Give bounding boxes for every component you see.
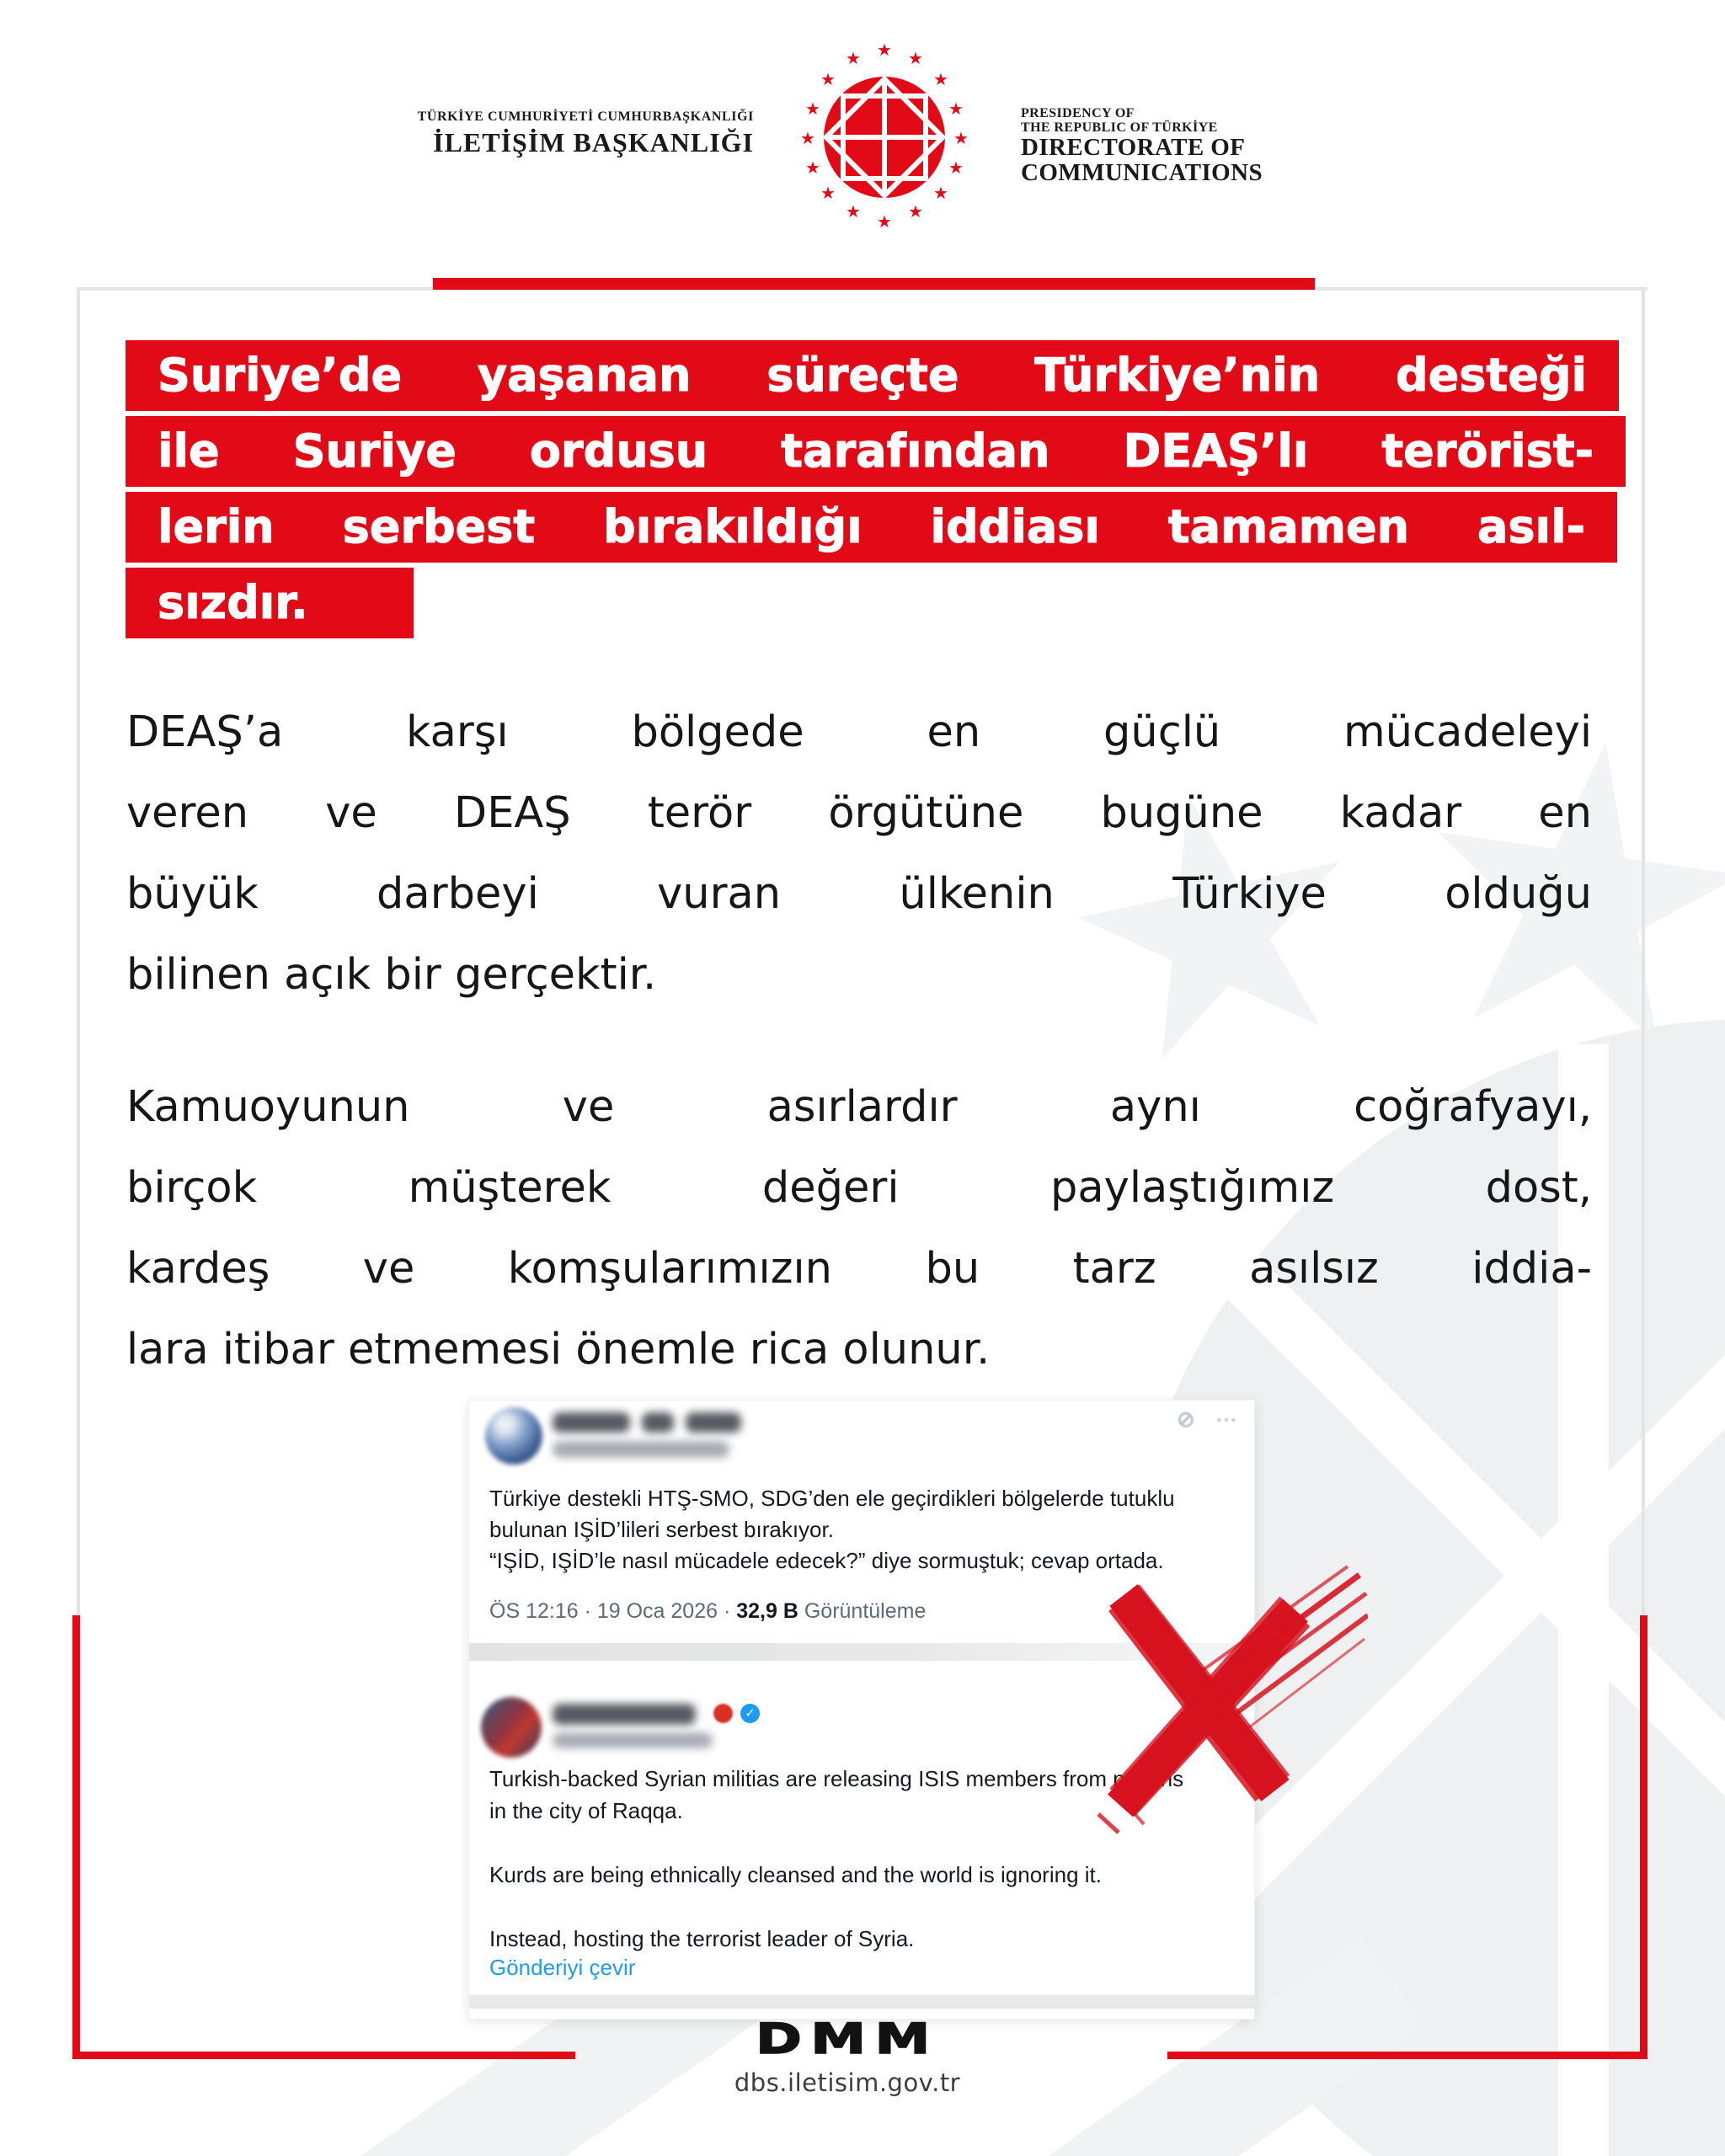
- svg-text:★: ★: [805, 99, 820, 119]
- footer-url: dbs.iletisim.gov.tr: [734, 2068, 961, 2097]
- tweet1-avatar: [485, 1407, 542, 1465]
- tweet2-author-handle-blurred: [553, 1732, 713, 1748]
- svg-text:★: ★: [877, 40, 892, 60]
- header-right-line1: PRESIDENCY OF: [1021, 106, 1135, 120]
- tweet1-timestamp: ÖS 12:16 · 19 Oca 2026 ·: [489, 1599, 737, 1623]
- svg-text:★: ★: [933, 183, 948, 203]
- tweet2-author-name-blurred: [553, 1704, 696, 1725]
- headline-line-1: Suriye’de yaşanan süreçte Türkiye’nin desteği: [126, 340, 1619, 411]
- frame-right-border-red: [1640, 1615, 1648, 2059]
- svg-text:★: ★: [953, 128, 969, 148]
- tweet1-views-label: Görüntüleme: [798, 1599, 927, 1623]
- tweet1-author-name-blurred: [553, 1412, 741, 1433]
- headline-line-2: ile Suriye ordusu tarafından DEAŞ’lı terörist-: [126, 416, 1626, 487]
- header-right-line3: DIRECTORATE OF: [1021, 134, 1246, 161]
- tweet1-meta: [489, 1599, 926, 1624]
- svg-text:★: ★: [800, 128, 815, 148]
- tweet1-text: Türkiye destekli HTŞ-SMO, SDG’den ele geçirdikleri bölgelerde tutuklu bulunan IŞİD’lileri serbest bırakıyor. “IŞİD, IŞİD’le nasıl mücadele edecek?” diye sormuştuk; cevap ortada.: [489, 1486, 1175, 1573]
- svg-text:★: ★: [805, 157, 820, 178]
- svg-text:★: ★: [908, 48, 923, 68]
- tweet2-translate-link[interactable]: Gönderiyi çevir: [489, 1955, 636, 1980]
- tweet2-text: Turkish-backed Syrian militias are releasing ISIS members from prisons in the city of Raqqa. Kurds are being ethnically cleansed and the world is ignoring it. Instead, hosting the terrorist leader of Syria.: [489, 1766, 1184, 1951]
- svg-text:★: ★: [933, 69, 948, 89]
- header-right-titles: [1021, 106, 1375, 185]
- svg-text:★: ★: [908, 201, 923, 221]
- headline-line-3: lerin serbest bırakıldığı iddiası tamamen asıl-: [126, 492, 1617, 563]
- header-right-line2: THE REPUBLIC OF TÜRKİYE: [1021, 120, 1218, 135]
- frame-left-border-red: [72, 1615, 80, 2059]
- tweet1-grok-more-icons[interactable]: ⊘ ⋯: [1177, 1407, 1245, 1433]
- footer-block: [595, 2015, 1100, 2097]
- svg-text:★: ★: [820, 183, 836, 203]
- frame-right-border-gray: [1642, 287, 1645, 1615]
- body-paragraph-2: Kamuoyunun ve asırlardır aynı coğrafyayı, birçok müşterek değeri paylaştığımız dost, kardeş ve komşularımızın bu tarz asılsız iddia- lara itibar etmemesi önemle rica olunur.: [126, 1082, 1592, 1374]
- frame-left-border-gray: [77, 287, 80, 1615]
- svg-text:★: ★: [948, 157, 964, 178]
- svg-text:★: ★: [846, 48, 861, 68]
- tweet-card-bottom-strip: [469, 1995, 1256, 2009]
- tweet1-author-handle-blurred: [553, 1441, 729, 1458]
- red-brush-x-icon: [1081, 1561, 1368, 1843]
- svg-text:★: ★: [877, 211, 892, 232]
- tweet2-red-emoji-icon: [713, 1704, 733, 1723]
- header-left-titles: [316, 109, 754, 158]
- presidency-emblem-icon: [788, 40, 981, 234]
- header-right-line4: COMMUNICATIONS: [1021, 159, 1263, 186]
- frame-bottom-border-left: [72, 2052, 575, 2059]
- svg-text:★: ★: [820, 69, 836, 89]
- top-red-bar: [433, 278, 1315, 290]
- body-paragraph-1: DEAŞ’a karşı bölgede en güçlü mücadeleyi veren ve DEAŞ terör örgütüne bugüne kadar en büyük darbeyi vuran ülkenin Türkiye olduğu bilinen açık bir gerçektir.: [126, 707, 1592, 1000]
- tweet1-view-count: 32,9 B: [736, 1599, 798, 1623]
- frame-bottom-border-right: [1167, 2052, 1648, 2059]
- header-left-line2: İLETİŞİM BAŞKANLIĞI: [433, 127, 754, 157]
- svg-text:★: ★: [948, 99, 964, 119]
- tweet2-verified-badge-icon: ✓: [740, 1704, 760, 1723]
- svg-text:★: ★: [846, 201, 861, 221]
- header-left-line1: TÜRKİYE CUMHURİYETİ CUMHURBAŞKANLIĞI: [417, 109, 754, 124]
- tweet2-avatar: [481, 1697, 542, 1758]
- headline-line-4: sızdır.: [126, 568, 414, 638]
- dmm-logo: DMM: [756, 2015, 939, 2063]
